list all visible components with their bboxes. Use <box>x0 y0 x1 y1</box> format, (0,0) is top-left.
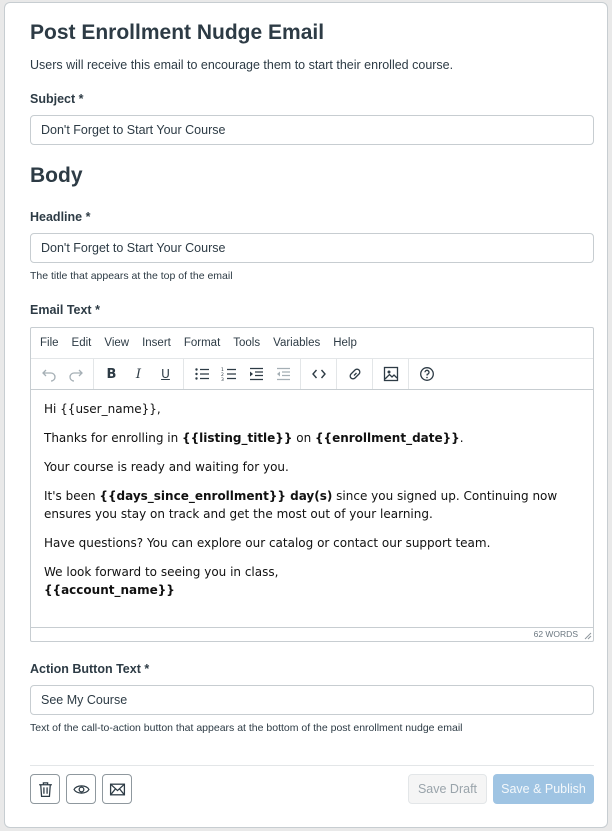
list-group <box>184 359 301 389</box>
preview-button[interactable] <box>66 774 96 804</box>
headline-hint: The title that appears at the top of the email <box>30 270 233 282</box>
subject-input[interactable]: Don't Forget to Start Your Course <box>30 115 594 145</box>
menu-tools[interactable]: Tools <box>233 337 261 349</box>
svg-text:1: 1 <box>220 368 224 373</box>
menu-format[interactable]: Format <box>183 337 221 349</box>
menu-file[interactable]: File <box>40 337 59 349</box>
save-draft-button[interactable]: Save Draft <box>408 774 487 804</box>
subject-label: Subject * <box>30 92 84 106</box>
editor-statusbar <box>31 627 593 641</box>
body-section-title: Body <box>30 164 83 187</box>
editor-menubar <box>31 328 593 358</box>
text-style-group <box>94 359 184 389</box>
outdent-icon[interactable] <box>269 362 296 386</box>
content-ready: Your course is ready and waiting for you. <box>44 460 289 474</box>
headline-input[interactable]: Don't Forget to Start Your Course <box>30 233 594 263</box>
editor-content[interactable] <box>44 400 584 610</box>
rich-text-editor <box>30 327 594 642</box>
action-button-input[interactable]: See My Course <box>30 685 594 715</box>
footer-divider <box>30 765 594 766</box>
menu-view[interactable]: View <box>104 337 130 349</box>
menu-edit[interactable]: Edit <box>71 337 92 349</box>
content-signoff: We look forward to seeing you in class, {{account_name}} <box>44 565 279 597</box>
bullet-list-icon[interactable] <box>188 362 215 386</box>
link-group <box>337 359 373 389</box>
content-greeting: Hi {{user_name}}, <box>44 402 161 416</box>
help-icon[interactable] <box>413 362 440 386</box>
redo-icon[interactable] <box>62 362 89 386</box>
italic-icon[interactable]: I <box>135 366 142 382</box>
content-thanks: Thanks for enrolling in {{listing_title}} on {{enrollment_date}}. <box>44 431 464 445</box>
save-publish-button[interactable]: Save & Publish <box>493 774 594 804</box>
history-group <box>31 359 94 389</box>
email-settings-card <box>4 2 608 828</box>
resize-handle-icon[interactable] <box>583 631 592 640</box>
code-group <box>301 359 337 389</box>
image-group <box>373 359 409 389</box>
delete-button[interactable] <box>30 774 60 804</box>
mail-icon <box>109 781 126 798</box>
underline-icon[interactable]: U <box>161 367 170 381</box>
indent-icon[interactable] <box>242 362 269 386</box>
action-button-label: Action Button Text * <box>30 662 150 676</box>
svg-text:3: 3 <box>220 378 224 382</box>
menu-variables[interactable]: Variables <box>273 337 321 349</box>
page-title: Post Enrollment Nudge Email <box>30 21 325 44</box>
page-description: Users will receive this email to encourage them to start their enrolled course. <box>30 58 454 72</box>
trash-icon <box>37 781 54 798</box>
word-count: 62 WORDS <box>533 629 578 639</box>
content-questions: Have questions? You can explore our catalog or contact our support team. <box>44 536 491 550</box>
help-group <box>409 359 444 389</box>
undo-icon[interactable] <box>35 362 62 386</box>
bold-icon[interactable]: B <box>106 366 117 382</box>
image-icon[interactable] <box>377 362 404 386</box>
email-text-label: Email Text * <box>30 303 100 317</box>
menu-insert[interactable]: Insert <box>142 337 171 349</box>
editor-toolbar <box>31 358 593 390</box>
svg-text:2: 2 <box>220 373 224 378</box>
action-button-hint: Text of the call-to-action button that appears at the bottom of the post enrollment nudge email <box>30 722 463 734</box>
headline-label: Headline * <box>30 210 91 224</box>
code-icon[interactable] <box>305 362 332 386</box>
menu-help[interactable]: Help <box>333 337 357 349</box>
send-test-button[interactable] <box>102 774 132 804</box>
numbered-list-icon[interactable] <box>215 362 242 386</box>
content-days: It's been {{days_since_enrollment}} day(s) since you signed up. Continuing now ensures you stay on track and get the most out of your learning. <box>44 489 558 521</box>
eye-icon <box>73 781 90 798</box>
link-icon[interactable] <box>341 362 368 386</box>
